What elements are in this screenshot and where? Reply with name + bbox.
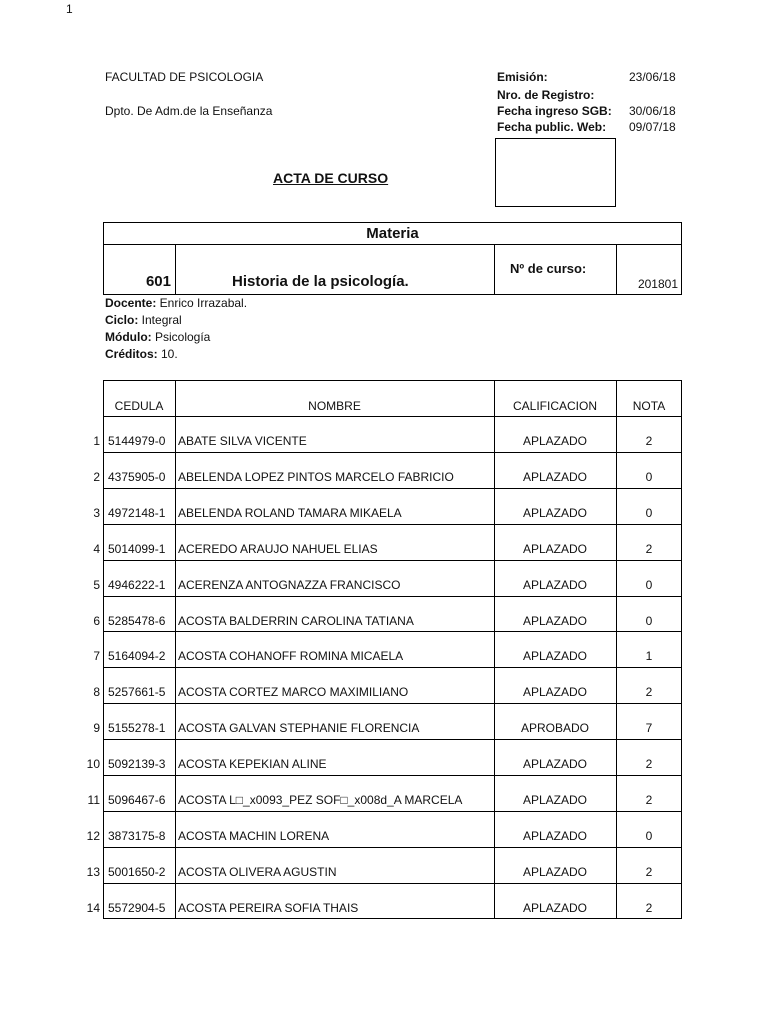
nombre-cell: ABELENDA ROLAND TAMARA MIKAELA — [178, 506, 402, 520]
header-cedula: CEDULA — [114, 399, 164, 413]
row-divider — [103, 847, 682, 848]
row-divider — [103, 524, 682, 525]
nota-cell: 2 — [645, 793, 653, 807]
cedula-cell: 4946222-1 — [108, 578, 166, 592]
cedula-cell: 5164094-2 — [108, 649, 166, 663]
cedula-cell: 4375905-0 — [108, 470, 166, 484]
nombre-cell: ACOSTA MACHIN LORENA — [178, 829, 330, 843]
header-nombre: NOMBRE — [308, 399, 361, 413]
course-number-label: Nº de curso: — [510, 261, 587, 276]
course-box-vline-1 — [175, 244, 176, 295]
course-number: 201801 — [637, 277, 678, 291]
row-number: 13 — [86, 865, 100, 879]
stamp-box — [495, 138, 616, 207]
course-code: 601 — [145, 273, 171, 290]
sgb-date-label: Fecha ingreso SGB: — [497, 104, 612, 118]
nota-cell: 2 — [645, 757, 653, 771]
course-name: Historia de la psicología. — [232, 273, 409, 290]
nombre-cell: ACEREDO ARAUJO NAHUEL ELIAS — [178, 542, 378, 556]
nombre-cell: ABATE SILVA VICENTE — [178, 434, 307, 448]
calificacion-cell: APLAZADO — [522, 506, 588, 520]
row-divider — [103, 452, 682, 453]
calificacion-cell: APLAZADO — [522, 542, 588, 556]
table-vline-1 — [175, 380, 176, 919]
sgb-date-value: 30/06/18 — [629, 104, 676, 118]
nota-cell: 2 — [645, 865, 653, 879]
faculty-name: FACULTAD DE PSICOLOGIA — [105, 70, 264, 84]
nombre-cell: ACOSTA BALDERRIN CAROLINA TATIANA — [178, 614, 414, 628]
row-divider — [103, 667, 682, 668]
row-number: 5 — [93, 578, 100, 592]
modulo-label: Módulo: — [105, 330, 152, 344]
row-divider — [103, 811, 682, 812]
row-divider — [103, 596, 682, 597]
row-number: 9 — [93, 721, 100, 735]
nota-cell: 2 — [645, 542, 653, 556]
materia-label: Materia — [366, 225, 419, 242]
nombre-cell: ACOSTA COHANOFF ROMINA MICAELA — [178, 649, 404, 663]
cedula-cell: 5257661-5 — [108, 685, 166, 699]
calificacion-cell: APLAZADO — [522, 757, 588, 771]
cedula-cell: 5001650-2 — [108, 865, 166, 879]
row-number: 1 — [93, 434, 100, 448]
cedula-cell: 5155278-1 — [108, 721, 166, 735]
calificacion-cell: APROBADO — [520, 721, 589, 735]
calificacion-cell: APLAZADO — [522, 901, 588, 915]
creditos-line — [105, 347, 178, 361]
cedula-cell: 4972148-1 — [108, 506, 166, 520]
nota-cell: 0 — [645, 829, 653, 843]
nota-cell: 0 — [645, 506, 653, 520]
nombre-cell: ACOSTA OLIVERA AGUSTIN — [178, 865, 337, 879]
calificacion-cell: APLAZADO — [522, 578, 588, 592]
cedula-cell: 5092139-3 — [108, 757, 166, 771]
nombre-cell: ACOSTA CORTEZ MARCO MAXIMILIANO — [178, 685, 409, 699]
nombre-cell: ACOSTA L□_x0093_PEZ SOF□_x008d_A MARCELA — [178, 793, 463, 807]
creditos-value: 10. — [157, 347, 178, 361]
calificacion-cell: APLAZADO — [522, 649, 588, 663]
header-nota: NOTA — [632, 399, 666, 413]
row-number: 11 — [87, 793, 100, 807]
course-box-divider — [103, 244, 682, 245]
cedula-cell: 3873175-8 — [108, 829, 166, 843]
row-number: 2 — [93, 470, 100, 484]
calificacion-cell: APLAZADO — [522, 434, 588, 448]
emission-value: 23/06/18 — [629, 70, 676, 84]
document-title: ACTA DE CURSO — [273, 170, 389, 186]
nota-cell: 2 — [645, 685, 653, 699]
row-divider — [103, 739, 682, 740]
cedula-cell: 5285478-6 — [108, 614, 166, 628]
nombre-cell: ACOSTA KEPEKIAN ALINE — [178, 757, 327, 771]
registry-label: Nro. de Registro: — [497, 88, 595, 102]
modulo-value: Psicología — [151, 330, 211, 344]
cedula-cell: 5572904-5 — [108, 901, 166, 915]
row-divider — [103, 631, 682, 632]
row-divider — [103, 560, 682, 561]
row-number: 12 — [86, 829, 100, 843]
department-name: Dpto. De Adm.de la Enseñanza — [105, 104, 273, 118]
calificacion-cell: APLAZADO — [522, 829, 588, 843]
row-number: 8 — [93, 685, 100, 699]
web-date-label: Fecha public. Web: — [497, 120, 607, 134]
modulo-line — [105, 330, 210, 344]
row-number: 4 — [93, 542, 100, 556]
header-calificacion: CALIFICACION — [512, 399, 597, 413]
cedula-cell: 5144979-0 — [108, 434, 166, 448]
row-divider — [103, 488, 682, 489]
creditos-label: Créditos: — [105, 347, 158, 361]
cedula-cell: 5096467-6 — [108, 793, 166, 807]
nombre-cell: ACERENZA ANTOGNAZZA FRANCISCO — [178, 578, 401, 592]
row-number: 6 — [93, 614, 100, 628]
cedula-cell: 5014099-1 — [108, 542, 166, 556]
calificacion-cell: APLAZADO — [522, 470, 588, 484]
course-box-vline-2 — [494, 244, 495, 295]
nombre-cell: ACOSTA GALVAN STEPHANIE FLORENCIA — [178, 721, 420, 735]
row-divider — [103, 775, 682, 776]
row-number: 10 — [86, 757, 100, 771]
row-number: 14 — [86, 901, 100, 915]
nota-cell: 2 — [645, 901, 653, 915]
calificacion-cell: APLAZADO — [522, 865, 588, 879]
page-number: 1 — [66, 2, 73, 16]
nota-cell: 1 — [645, 649, 653, 663]
docente-line — [105, 296, 247, 310]
calificacion-cell: APLAZADO — [522, 685, 588, 699]
emission-label: Emisión: — [497, 70, 548, 84]
docente-value: Enrico Irrazabal. — [156, 296, 248, 310]
nombre-cell: ACOSTA PEREIRA SOFIA THAIS — [178, 901, 359, 915]
ciclo-value: Integral — [138, 313, 182, 327]
table-header-divider — [103, 416, 682, 417]
ciclo-line — [105, 313, 182, 327]
row-number: 7 — [93, 649, 100, 663]
web-date-value: 09/07/18 — [629, 120, 676, 134]
nota-cell: 2 — [645, 434, 653, 448]
row-number: 3 — [93, 506, 100, 520]
nota-cell: 7 — [645, 721, 653, 735]
row-divider — [103, 883, 682, 884]
calificacion-cell: APLAZADO — [522, 793, 588, 807]
calificacion-cell: APLAZADO — [522, 614, 588, 628]
row-divider — [103, 703, 682, 704]
ciclo-label: Ciclo: — [105, 313, 139, 327]
docente-label: Docente: — [105, 296, 157, 310]
nota-cell: 0 — [645, 470, 653, 484]
nota-cell: 0 — [645, 578, 653, 592]
nota-cell: 0 — [645, 614, 653, 628]
nombre-cell: ABELENDA LOPEZ PINTOS MARCELO FABRICIO — [178, 470, 454, 484]
